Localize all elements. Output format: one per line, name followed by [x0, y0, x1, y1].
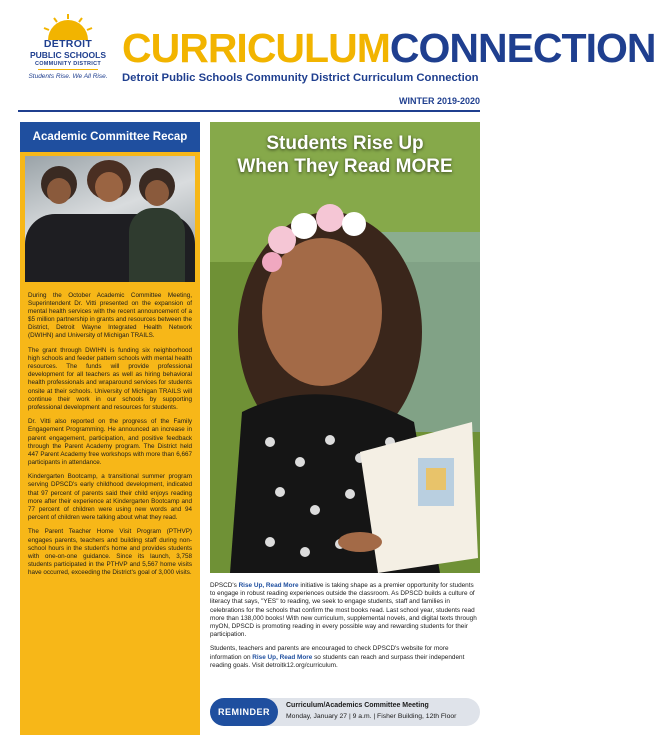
- feature-photo: [210, 122, 480, 573]
- recap-body: [20, 282, 200, 577]
- feature-title-line-1: Students Rise Up: [266, 133, 424, 154]
- logo-divider: [38, 69, 98, 70]
- recap-paragraph: Dr. Vitti also reported on the progress of the Family Engagement Programming. He announced an increase in parent engagement, participation, and positive feedback through the Parent Academy program. The District held 447 Parent Academy free workshops with more than 6,667 participants in attendance.: [28, 418, 192, 466]
- recap-paragraph: Kindergarten Bootcamp, a transitional summer program serving DPSCD's early childhood development, indicated that 97 percent of parents said their child enjoys reading more after their experience at Kindergarten Bootcamp and 77 percent of children were using new words and 94 percent of children were talking about what they read.: [28, 473, 192, 521]
- p1-lead: DPSCD's: [210, 582, 239, 589]
- district-logo: [18, 14, 118, 98]
- logo-tagline: Students Rise. We All Rise.: [28, 73, 108, 80]
- newsletter-masthead: [122, 25, 655, 71]
- p2-rest: so students can reach and surpass their independent reading goals. Visit detroitk12.org/curriculum.: [210, 653, 465, 669]
- sidebar-recap: [20, 122, 200, 735]
- recap-heading: Academic Committee Recap: [20, 122, 200, 152]
- logo-line-2: PUBLIC SCHOOLS: [29, 50, 107, 60]
- logo-line-1: DETROIT: [43, 38, 93, 50]
- recap-paragraph: The Parent Teacher Home Visit Program (PTHVP) engages parents, teachers and building staff during non-school hours in the student's home and provides students with one-on-one guidance. Since its launch, 3,758 students participated in the PTHVP and 5,567 home visits have occurred, exceeding the District's goal of 3,000 visits.: [28, 528, 192, 576]
- girl-reading-illustration: [210, 122, 480, 573]
- family-photo: [25, 156, 195, 282]
- reminder-title: Curriculum/Academics Committee Meeting: [286, 702, 429, 709]
- recap-paragraph: During the October Academic Committee Meeting, Superintendent Dr. Vitti presented on the expansion of mental health services with the recent announcement of a $5 million partnership in grants and resources between the District, Detroit Wayne Integrated Health Network (DWIHN) and University of Michigan TRAILS.: [28, 292, 192, 340]
- masthead-part-1: CURRICULUM: [122, 25, 390, 71]
- recap-paragraph: The grant through DWIHN is funding six neighborhood high schools and feeder pattern schools with mental health resources. The funds will provide professional development for all teachers as well as hiring behavioral health professionals and wraparound services for students onsite at their schools. University of Michigan TRAILS will continue their work in our schools by supporting professional development and resources for students.: [28, 347, 192, 411]
- p2-lead: Students, teachers and parents are encouraged to check DPSCD's website for more information on: [210, 645, 449, 661]
- masthead-part-2: CONNECTION: [389, 25, 655, 71]
- header-divider: [18, 110, 480, 112]
- logo-line-3: COMMUNITY DISTRICT: [34, 61, 102, 67]
- newsletter-subtitle: Detroit Public Schools Community District Curriculum Connection: [122, 72, 479, 84]
- feature-body: [210, 582, 480, 676]
- reminder-label: REMINDER: [210, 698, 278, 726]
- feature-paragraph-2: [210, 645, 480, 670]
- issue-date: WINTER 2019-2020: [398, 96, 480, 106]
- p1-rest: initiative is taking shape as a premier opportunity for students to engage in robust reading experiences outside the classroom. As DPSCD builds a culture of literacy that says, "YES" to reading, we seek to engage students, staff and families in celebrations for the schools that confirm the most books read. Last school year, students read more than 138,000 books! With new curriculum, supplemental novels, and digital texts through myON, DPSCD is promoting reading in every possible way and rewarding students for their participation.: [210, 582, 477, 639]
- feature-paragraph-1: [210, 582, 480, 639]
- feature-title-line-2: When They Read MORE: [237, 156, 453, 177]
- meeting-reminder: [210, 698, 480, 726]
- feature-title: [210, 132, 480, 178]
- sunrise-icon: [42, 14, 94, 40]
- reminder-details: Monday, January 27 | 9 a.m. | Fisher Building, 12th Floor: [286, 713, 457, 720]
- rise-up-read-more-link[interactable]: Rise Up, Read More: [252, 653, 313, 661]
- rise-up-read-more-link[interactable]: Rise Up, Read More: [238, 582, 299, 589]
